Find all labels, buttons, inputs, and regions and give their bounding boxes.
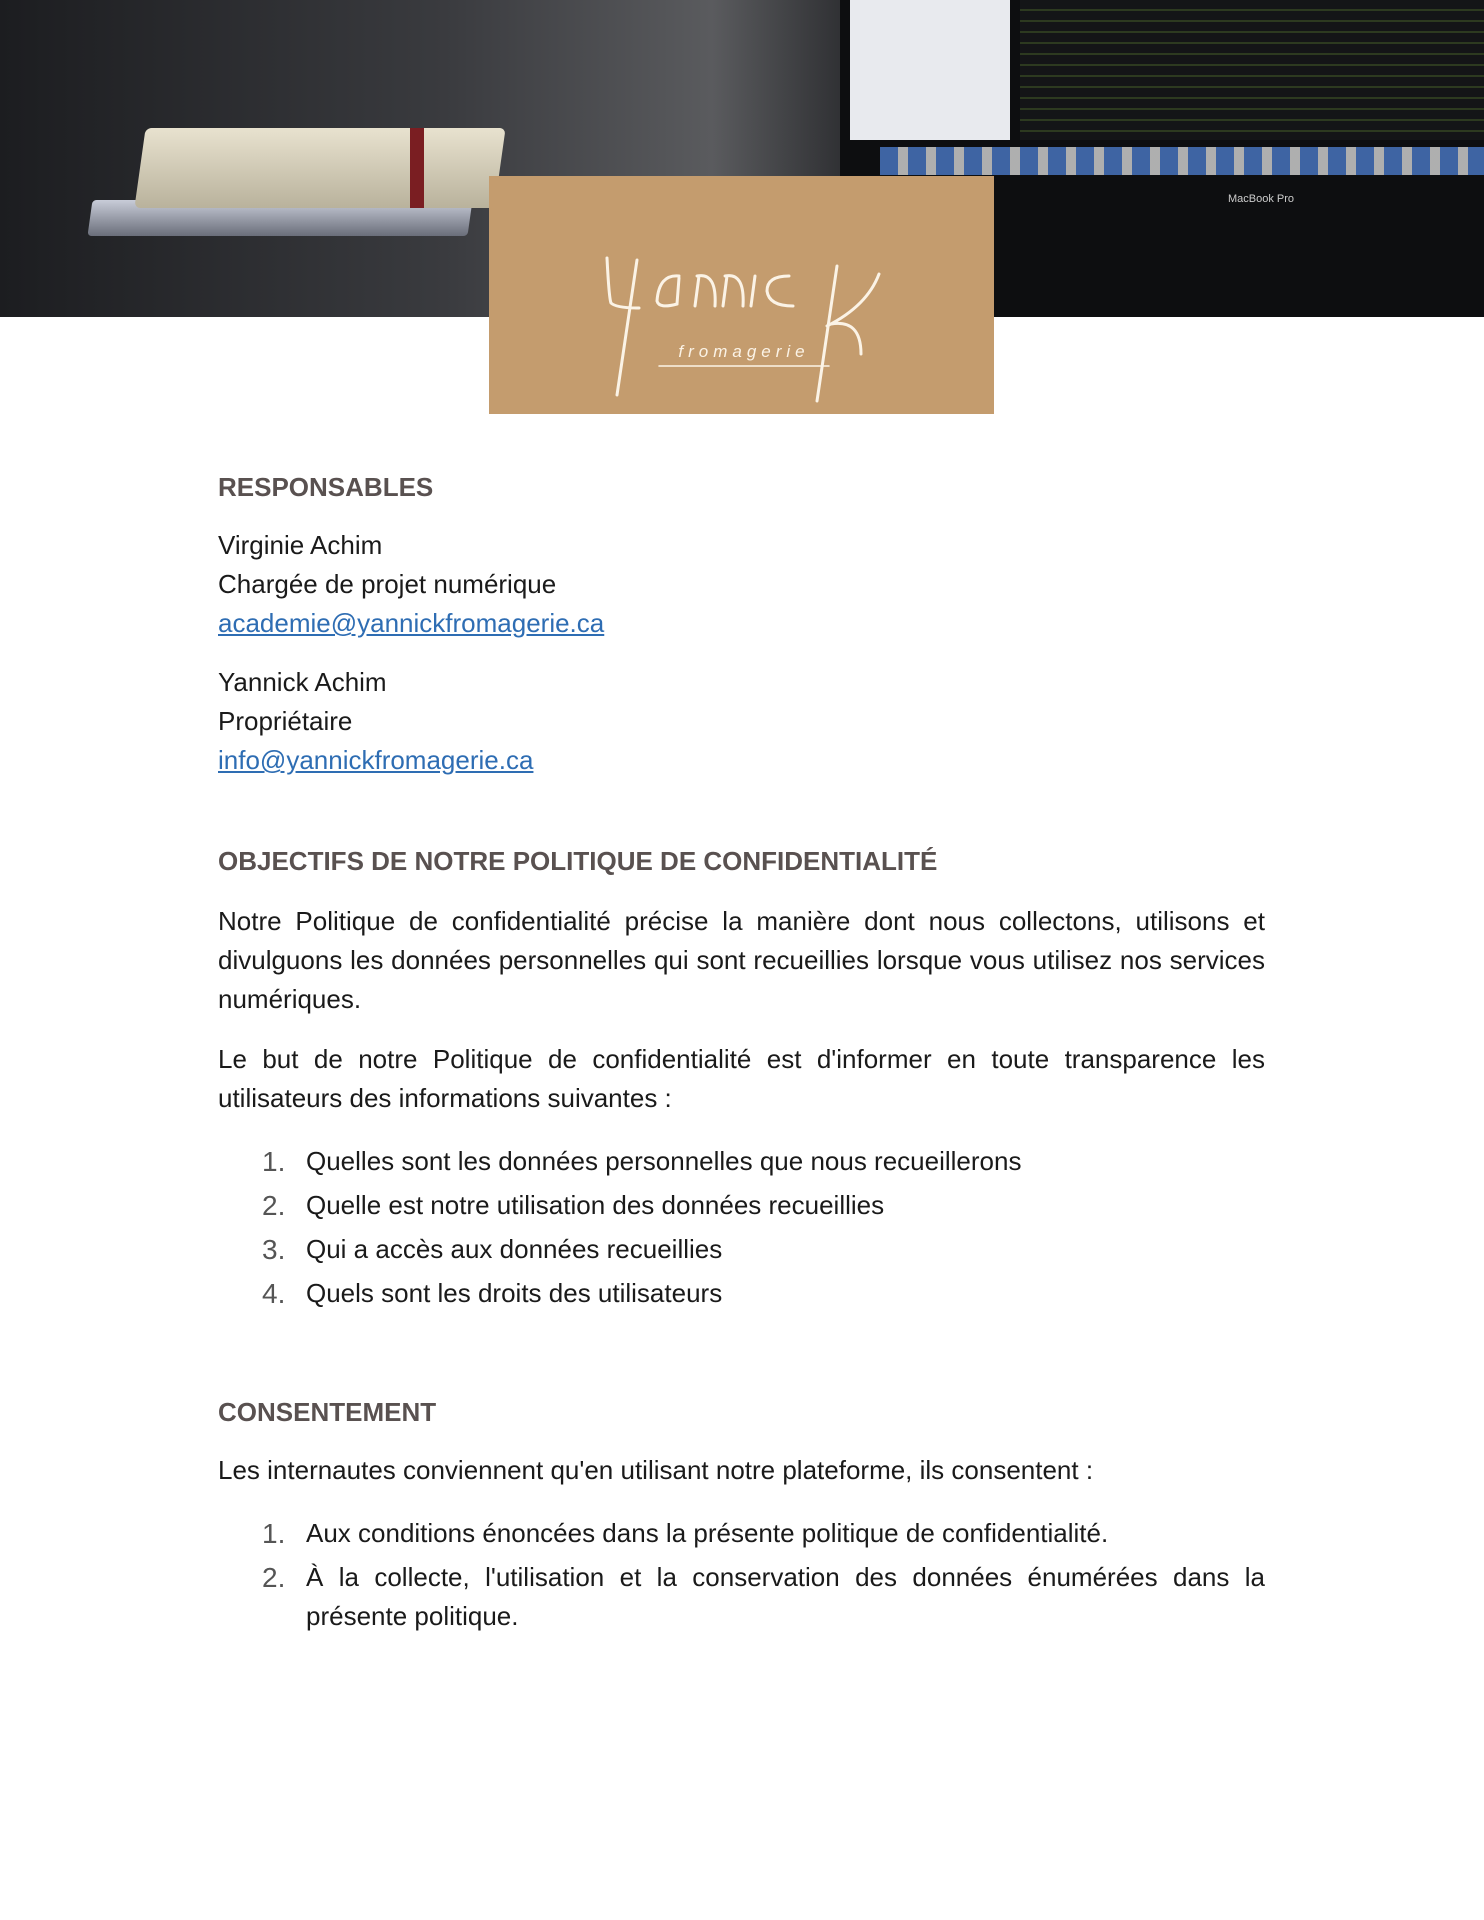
contact-email-link[interactable]: academie@yannickfromagerie.ca [218,608,605,638]
list-number: 4. [262,1278,286,1309]
list-number: 2. [262,1190,286,1221]
objectifs-heading: OBJECTIFS DE NOTRE POLITIQUE DE CONFIDENTIALITÉ [218,846,938,876]
list-item [218,1186,1265,1225]
list-text: Aux conditions énoncées dans la présente politique de confidentialité. [306,1518,1109,1548]
logo-tagline: fromagerie [678,342,810,361]
consentement-section [218,1397,1265,1641]
objectifs-paragraph: Notre Politique de confidentialité précise la manière dont nous collectons, utilisons et divulguons les données personnelles qui sont recueillies lorsque vous utilisez nos services numériques. [218,906,1265,1014]
laptop-label: MacBook Pro [1228,193,1295,205]
contact-name: Yannick Achim [218,667,387,697]
list-text: Quelles sont les données personnelles que nous recueillerons [306,1146,1022,1176]
laptop-dock [880,147,1484,175]
contact-role: Propriétaire [218,706,353,736]
list-text: Quelle est notre utilisation des données recueillies [306,1190,885,1220]
list-text: Quels sont les droits des utilisateurs [306,1278,723,1308]
list-item [218,1558,1265,1636]
list-text: À la collecte, l'utilisation et la conservation des données énumérées dans la présente politique. [306,1562,1265,1631]
yannick-logo-icon [489,176,994,414]
laptop-code-editor [1020,0,1484,140]
contact-role: Chargée de projet numérique [218,569,557,599]
contact-email-link[interactable]: info@yannickfromagerie.ca [218,745,534,775]
brand-logo [489,176,994,414]
consentement-intro: Les internautes conviennent qu'en utilisant notre plateforme, ils consentent : [218,1455,1094,1485]
book-decor [134,128,505,208]
list-number: 1. [262,1518,286,1549]
contact-name: Virginie Achim [218,530,383,560]
consentement-list [218,1514,1265,1636]
list-item [218,1230,1265,1269]
list-number: 1. [262,1146,286,1177]
contact-card [218,526,1265,643]
list-number: 3. [262,1234,286,1265]
responsables-section [218,472,1265,780]
laptop-screen-window [850,0,1010,140]
contact-card [218,663,1265,780]
responsables-heading: RESPONSABLES [218,472,434,502]
objectifs-section [218,846,1265,1318]
list-item [218,1514,1265,1553]
list-number: 2. [262,1562,286,1593]
consentement-heading: CONSENTEMENT [218,1397,437,1427]
objectifs-list [218,1142,1265,1313]
list-text: Qui a accès aux données recueillies [306,1234,723,1264]
list-item [218,1274,1265,1313]
list-item [218,1142,1265,1181]
objectifs-paragraph: Le but de notre Politique de confidentialité est d'informer en toute transparence les utilisateurs des informations suivantes : [218,1044,1265,1113]
book-band-decor [410,128,424,208]
